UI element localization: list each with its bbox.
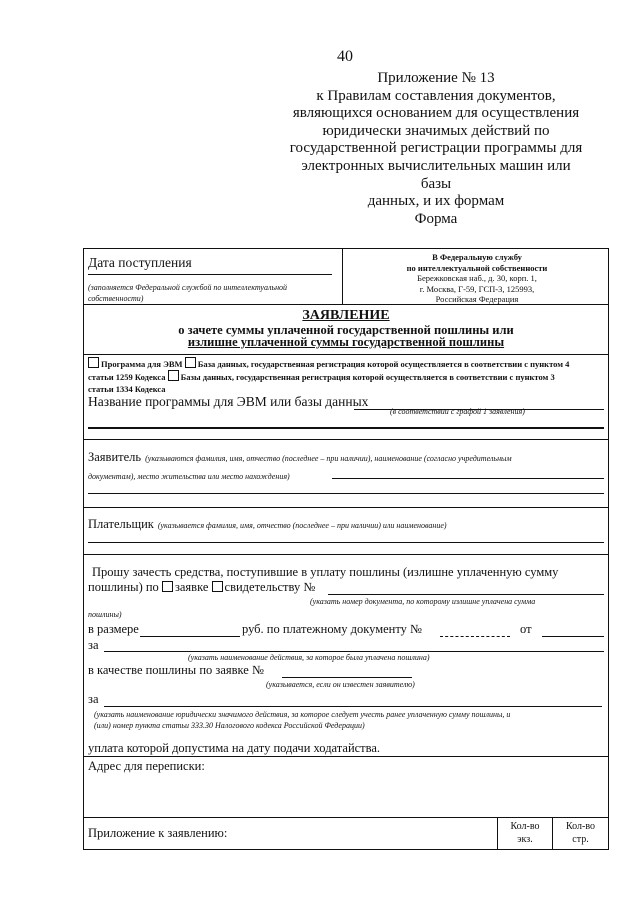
- annex-line: юридически значимых действий по: [322, 122, 550, 139]
- copies-column: Кол-во экз.: [510, 821, 540, 845]
- pages-column: Кол-во стр.: [565, 821, 595, 845]
- program-name-line2[interactable]: [88, 427, 604, 429]
- payment-date-field[interactable]: [542, 636, 604, 637]
- doc-hint-2: пошлины): [88, 610, 122, 619]
- applicant-block: Заявитель (указываются фамилия, имя, отчество (последнее – при наличии), наименование (согласно учредительным документам), место жительства или место нахождения): [88, 450, 512, 481]
- form-label: Форма: [414, 210, 458, 227]
- attachment-label: Приложение к заявлению:: [88, 826, 228, 840]
- action-hint: (указать наименование действия, за которое была уплачена пошлина): [188, 653, 430, 662]
- known-hint: (указывается, если он известен заявителю): [266, 680, 415, 689]
- amount-label: в размере: [88, 622, 139, 636]
- addressee: В Федеральную службу по интеллектуальной собственности Бережковская наб., д. 30, корп. 1, г. Москва, Г-59, ГСП-3, 125993, Российская Федерация: [406, 252, 548, 304]
- program-name-label: Название программы для ЭВМ или базы данных: [88, 394, 369, 409]
- from-label: от: [520, 622, 532, 636]
- receipt-date-field[interactable]: [88, 274, 332, 275]
- doc-hint: (указать номер документа, по которому излишне уплачена сумма: [310, 597, 536, 606]
- action-field[interactable]: [104, 651, 604, 652]
- applicant-line2[interactable]: [88, 493, 604, 494]
- annex-line: Приложение № 13: [377, 70, 495, 86]
- application-number-field[interactable]: [282, 677, 412, 678]
- payment-doc-label: руб. по платежному документу №: [242, 622, 422, 636]
- payer-field[interactable]: [88, 542, 604, 543]
- payer-block: Плательщик (указывается фамилия, имя, отчество (последнее – при наличии) или наименование): [88, 517, 447, 531]
- application-form: [83, 248, 609, 850]
- annex-line: государственной регистрации программы для: [289, 140, 583, 157]
- request-line2: пошлины) по заявке свидетельству №: [88, 580, 316, 594]
- receipt-note: (заполняется Федеральной службой по интеллектуальной собственности): [88, 283, 288, 303]
- application-checkbox[interactable]: [162, 581, 173, 592]
- annex-line: электронных вычислительных машин или базы: [301, 157, 571, 192]
- databases-checkbox[interactable]: [168, 370, 179, 381]
- legal-action-field[interactable]: [104, 706, 602, 707]
- address-label: Адрес для переписки:: [88, 759, 205, 773]
- form-title: ЗАЯВЛЕНИЕ о зачете суммы уплаченной государственной пошлины или излишне уплаченной суммы государственной пошлины: [178, 308, 514, 349]
- allowed-note: уплата которой допустима на дату подачи ходатайства.: [88, 741, 381, 755]
- amount-field[interactable]: [140, 636, 240, 637]
- program-name-hint: (в соответствии с графой 1 заявления): [390, 407, 525, 416]
- certificate-number-field[interactable]: [328, 594, 604, 595]
- applicant-field[interactable]: [332, 478, 604, 479]
- receipt-date-label: Дата поступления: [88, 255, 192, 270]
- for-label-2: за: [88, 692, 99, 706]
- legal-action-hint: (указать наименование юридически значимого действия, за которое следует учесть ранее уплаченную сумму пошлины, и (или) номер пункта статьи 333.30 Налогового кодекса Российской Федерации): [94, 710, 511, 730]
- request-line1: Прошу зачесть средства, поступившие в уплату пошлины (излишне уплаченную сумму: [92, 565, 559, 579]
- annex-line: к Правилам составления документов,: [316, 87, 556, 104]
- annex-header: [286, 70, 586, 228]
- type-select: Программа для ЭВМ База данных, государственная регистрация которой осуществляется в соответствии с пунктом 4 статьи 1259 Кодекса Базы данных, государственная регистрация которой осуществляется в соответствии с пунктом 3 статьи 1334 Кодекса: [88, 359, 570, 394]
- program-checkbox[interactable]: [88, 357, 99, 368]
- certificate-checkbox[interactable]: [212, 581, 223, 592]
- as-fee-label: в качестве пошлины по заявке №: [88, 663, 264, 677]
- for-label: за: [88, 638, 99, 652]
- annex-line: данных, и их формам: [367, 193, 505, 210]
- annex-line: являющихся основанием для осуществления: [292, 105, 580, 122]
- address-field[interactable]: [88, 777, 604, 817]
- page-number: 40: [337, 48, 353, 65]
- database-checkbox[interactable]: [185, 357, 196, 368]
- payment-doc-number-field[interactable]: [440, 636, 510, 637]
